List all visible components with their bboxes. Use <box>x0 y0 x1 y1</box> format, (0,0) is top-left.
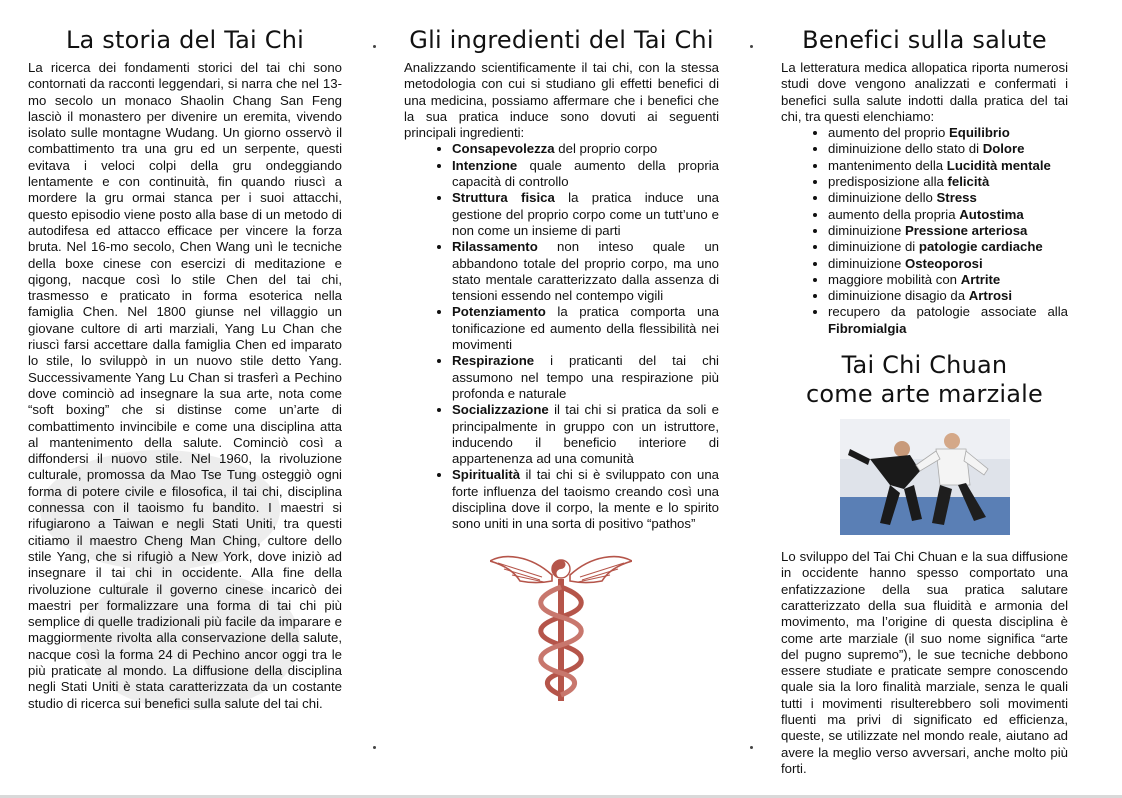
list-item <box>452 304 719 353</box>
benefit-text: diminuizione <box>828 222 905 238</box>
benefit-text: diminuizione dello <box>828 190 937 206</box>
benefit-text: aumento del proprio <box>828 125 949 141</box>
benefits-column <box>781 26 1068 777</box>
benefit-highlight: Stress <box>936 190 977 206</box>
martial-art-title <box>781 351 1068 409</box>
ingredients-intro: Analizzando scientificamente il tai chi, con la stessa metodologia con cui si studiano gli effetti benefici di una medicina, possiamo affermare che i benefici che la sua pratica induce sono dovuti ai seguenti principali ingredienti: <box>404 60 719 141</box>
benefit-text: aumento della propria <box>828 206 960 222</box>
list-item <box>828 141 1068 157</box>
ingredient-term: Consapevolezza <box>452 141 555 157</box>
ingredient-desc: non inteso quale un abbandono totale del proprio corpo, ma uno stato mentale caratterizzato dalla assenza di tensioni essendo nel contempo vigili <box>452 239 719 304</box>
fold-mark <box>750 45 753 48</box>
benefit-text: mantenimento della <box>828 157 947 173</box>
list-item <box>452 141 719 157</box>
ingredient-term: Potenziamento <box>452 304 546 320</box>
benefit-highlight: Fibromialgia <box>828 320 907 336</box>
history-column <box>28 26 342 712</box>
history-title: La storia del Tai Chi <box>65 26 304 54</box>
benefit-highlight: Osteoporosi <box>904 255 983 271</box>
ingredient-desc: il tai chi si pratica da soli e principalmente in gruppo con un istruttore, inducendo il beneficio interiore di appartenenza ad una comunità <box>452 402 719 467</box>
list-item <box>828 272 1068 288</box>
benefit-text: diminuizione dello stato di <box>828 141 983 157</box>
benefit-highlight: Equilibrio <box>948 125 1010 141</box>
martial-art-title-line1: Tai Chi Chuan <box>841 351 1008 380</box>
martial-art-title-line2: come arte marziale <box>806 380 1043 409</box>
ingredient-desc: la pratica comporta una tonificazione ed aumento della flessibilità nei movimenti <box>452 304 719 353</box>
benefit-highlight: patologie cardiache <box>918 239 1043 255</box>
list-item <box>452 353 719 402</box>
ingredient-desc: il tai chi si è sviluppato con una forte influenza del taoismo creando così una disciplina dove il corpo, la mente e lo spirito sono uniti in una sorta di positivo “pathos” <box>452 467 719 532</box>
benefit-highlight: Pressione arteriosa <box>904 222 1028 238</box>
list-item <box>452 158 719 191</box>
list-item <box>828 207 1068 223</box>
benefit-highlight: Autostima <box>959 206 1024 222</box>
fold-mark <box>373 746 376 749</box>
martial-art-text: Lo sviluppo del Tai Chi Chuan e la sua diffusione in occidente hanno spesso comportato una enfatizzazione della sua pratica salutare caratterizzato della sua fluidità e armonia del movimento, ma l’origine di questa disciplina è come arte marziale (il suo nome significa “arte del pugno supremo”), le sue tecniche debbono essere studiate e praticate sempre conoscendo quale sia la loro finalità marziale, senza le quali tutti i movimenti risulterebbero soli movimenti fluenti ma privi di significato ed efficienza, queste, se utilizzate nel mondo reale, aiutano ad avere la meglio verso avversari, anche molto più forti. <box>781 549 1068 776</box>
list-item <box>828 256 1068 272</box>
benefit-text: diminuizione <box>828 255 905 271</box>
ingredients-list <box>404 141 719 532</box>
ingredient-term: Rilassamento <box>452 239 538 255</box>
list-item <box>828 304 1068 337</box>
benefit-text: diminuizione di <box>828 239 919 255</box>
benefit-highlight: Artrosi <box>968 288 1012 304</box>
benefits-list <box>781 125 1068 337</box>
benefit-highlight: Lucidità mentale <box>946 157 1051 173</box>
ingredient-term: Socializzazione <box>452 402 549 418</box>
list-item <box>452 467 719 532</box>
benefit-text: predisposizione alla <box>828 174 948 190</box>
ingredients-title: Gli ingredienti del Tai Chi <box>409 26 714 54</box>
caduceus-icon <box>490 547 632 703</box>
list-item <box>828 174 1068 190</box>
ingredient-desc: la pratica induce una gestione del proprio corpo come un tutt’uno e non come un insieme di parti <box>452 190 719 238</box>
ingredient-desc: del proprio corpo <box>554 141 658 157</box>
benefit-highlight: Artrite <box>960 271 1001 287</box>
ingredient-term: Respirazione <box>452 353 535 369</box>
benefits-intro: La letteratura medica allopatica riporta numerosi studi dove vengono analizzati e confermati i benefici sulla salute indotti dalla pratica del tai chi, tra questi elenchiamo: <box>781 60 1068 124</box>
list-item <box>452 239 719 304</box>
history-text: La ricerca dei fondamenti storici del tai chi sono contornati da racconti leggendari, si narra che nel 13-mo secolo un monaco Shaolin Chang San Feng lasciò il monastero per divenire un eremita, vivendo isolato sulle montagne Wudang. Un giorno osservò il combattimento tra una gru ed un serpente, questi evitava i veloci colpi della gru ondeggiando lentamente e con continuità, fin quando riuscì a mordere la gru ormai stanca per i suoi attacchi, questo episodio viene posto alla base di un metodo di autodifesa ed attacco efficace per vincere la forza bruta. Nel 16-mo secolo, Chen Wang unì le tecniche della boxe cinese con esercizi di meditazione e qigong, nacque così lo stile Chen del tai chi, trasmesso e praticato in forma esoterica nella famiglia Chen. Nel 1800 giunse nel villaggio un giovane cultore di arti marziali, Yang Lu Chan che riuscì farsi accettare dalla famiglia Chen ed imparato lo stile, lo sviluppò in un nuovo stile detto Yang. Successivamente Yang Lu Chan si trasferì a Pechino dove cominciò ad insegnare la sua arte, nota come “soft boxing” che si distinse come un’arte di combattimento invincibile e come una disciplina atta al mantenimento della salute. Cominciò così a diffondersi il nuovo stile. Nel 1960, la rivoluzione culturale, promossa da Mao Tse Tung osteggiò ogni forma di potere civile e filosofica, il tai chi, disciplina connessa con il taoismo fu bandito. I maestri si rifugiarono a Taiwan e negli Stati Uniti, tra questi citiamo il maestro Cheng Man Ching, cultore dello stile Yang, che si rifugiò a New York, dove iniziò ad insegnare il tai chi in occidente. Alla fine della rivoluzione culturale il governo cinese incaricò dei maestri per formalizzare una forma di tai chi più semplice di quelle tradizionali più facile da imparare e maggiormente rivolta alla conservazione della salute, nacque così la forma 24 di Pechino ancor oggi tra le più praticate al mondo. La diffusione della disciplina negli Stati Uniti è stata caratterizzata da un costante studio di ricerca sui benefici sulla salute del tai chi. <box>28 60 342 711</box>
benefit-text: diminuizione disagio da <box>828 288 969 304</box>
list-item <box>828 223 1068 239</box>
ingredient-desc: i praticanti del tai chi assumono nel tempo una respirazione più profonda e naturale <box>452 353 719 401</box>
list-item <box>828 158 1068 174</box>
benefit-highlight: felicità <box>947 174 990 190</box>
martial-art-photo <box>840 419 1010 535</box>
ingredient-term: Spiritualità <box>452 467 521 483</box>
fold-mark <box>750 746 753 749</box>
list-item <box>828 288 1068 304</box>
list-item <box>452 190 719 239</box>
ingredient-desc: quale aumento della propria capacità di controllo <box>452 157 719 190</box>
benefits-title: Benefici sulla salute <box>802 26 1047 54</box>
benefit-highlight: Dolore <box>982 141 1025 157</box>
fold-mark <box>373 45 376 48</box>
list-item <box>828 125 1068 141</box>
list-item <box>828 190 1068 206</box>
ingredients-column <box>404 26 719 703</box>
benefit-text: recupero da patologie associate alla <box>828 304 1068 320</box>
list-item <box>452 402 719 467</box>
list-item <box>828 239 1068 255</box>
benefit-text: maggiore mobilità con <box>828 271 961 287</box>
ingredient-term: Struttura fisica <box>452 190 555 206</box>
ingredient-term: Intenzione <box>452 157 518 173</box>
